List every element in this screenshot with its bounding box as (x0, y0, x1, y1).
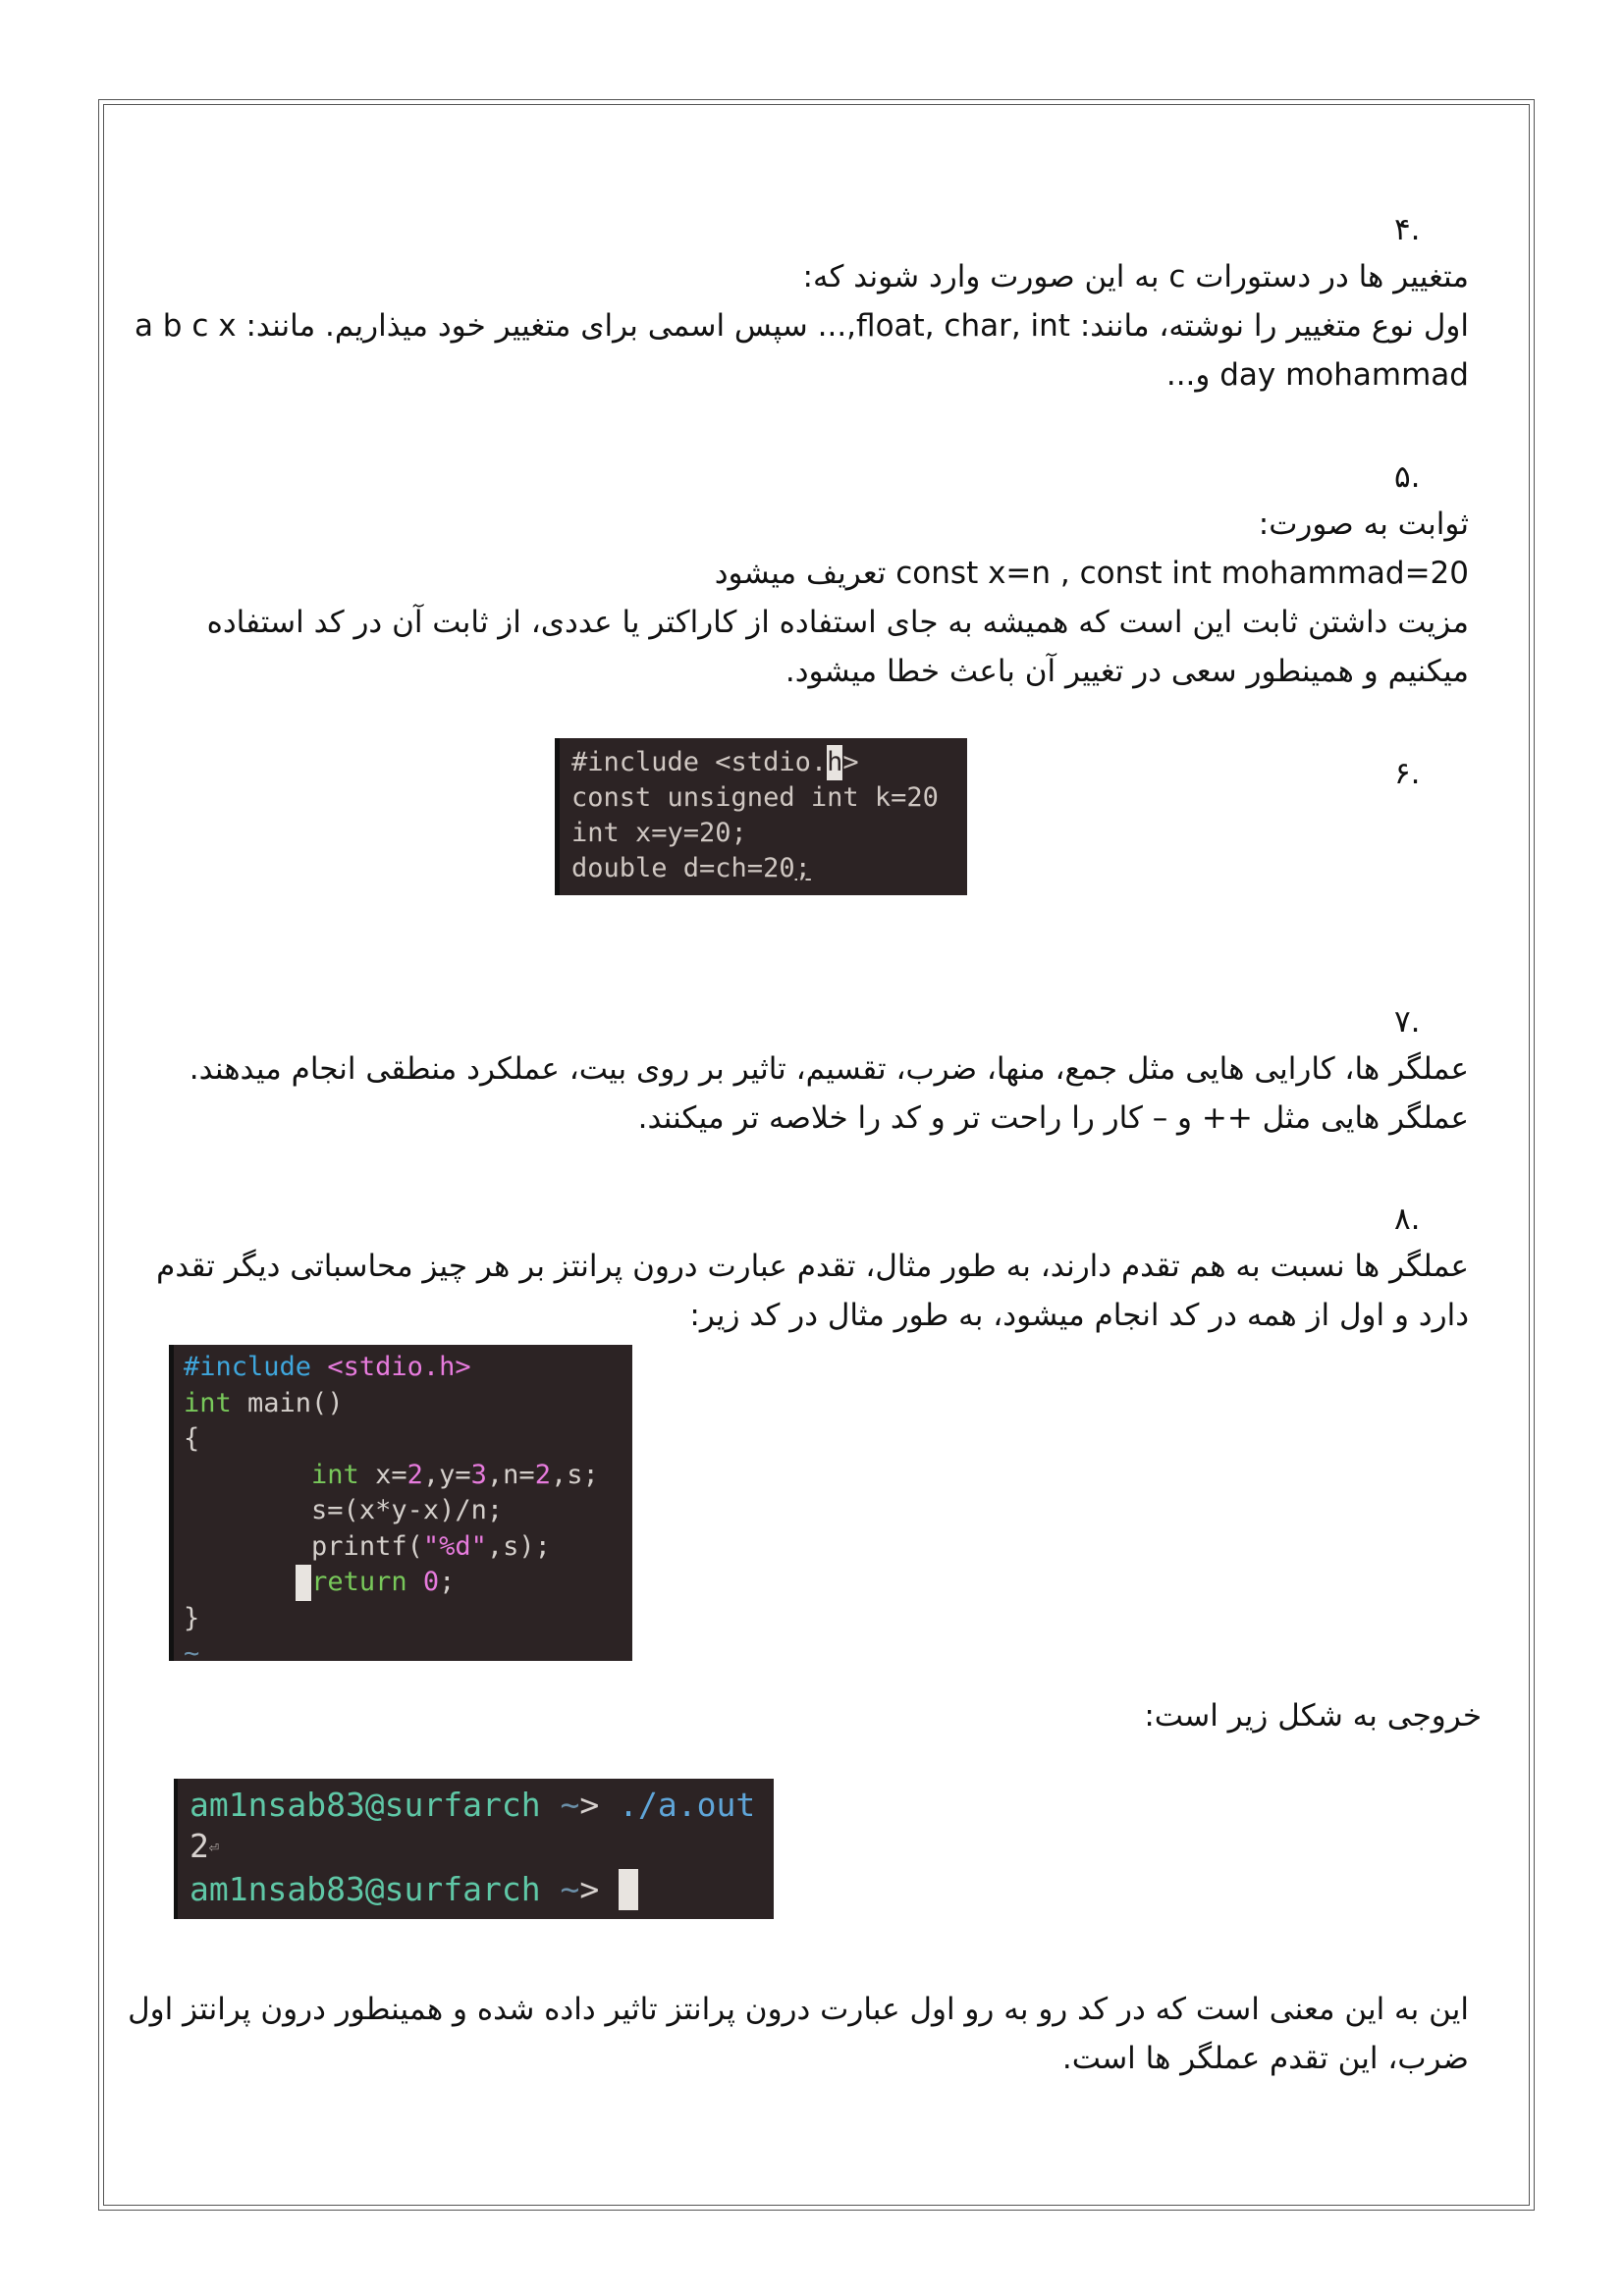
section-4-line-2: اول نوع متغییر را نوشته، مانند: float, char, int,... سپس اسمی برای متغییر خود میذاریم. مانند: a b c x (134, 308, 1469, 344)
terminal-output-line: 2⏎ (189, 1827, 220, 1865)
section-7-line-2: عملگر هایی مثل ++ و – کار را راحت تر و کد را خلاصه تر میکنند. (637, 1100, 1469, 1136)
code-line-open-brace: { (184, 1423, 200, 1454)
code-line-close-brace: } (184, 1602, 200, 1633)
return-icon: ⏎ (208, 1838, 220, 1858)
section-5-line-2: const x=n , const int mohammad=20 تعریف میشود (714, 556, 1469, 591)
text-cursor: h (827, 745, 842, 780)
section-4-line-3: day mohammad و... (1165, 357, 1469, 393)
code-line-double: double d=ch=20; (571, 853, 811, 883)
terminal-prompt-line: am1nsab83@surfarch ~> (189, 1869, 774, 1910)
section-5-line-1: ثوابت به صورت: (1258, 507, 1469, 542)
section-4-number: .۴ (1394, 212, 1421, 247)
code-line-return: return 0; (184, 1565, 632, 1601)
explanation-line-2: ضرب، این تقدم عملگر ها است. (1061, 2041, 1469, 2076)
section-6-number: .۶ (1394, 756, 1421, 791)
section-4-line-1: متغییر ها در دستورات c به این صورت وارد شوند که: (802, 259, 1469, 294)
section-5-number: .۵ (1394, 459, 1421, 495)
section-8-line-1: عملگر ها نسبت به هم تقدم دارند، به طور مثال، تقدم عبارت درون پرانتز بر هر چیز محاسباتی دیگر تقدم (156, 1249, 1469, 1284)
code-line-include: #include <stdio.h> (571, 745, 967, 780)
section-5-line-3: مزیت داشتن ثابت این است که همیشه به جای استفاده از کاراکتر یا عددی، از ثابت آن در کد استفاده (206, 605, 1469, 640)
code-line-const: const unsigned int k=20 (571, 782, 939, 813)
section-7-line-1: عملگر ها، کارایی هایی مثل جمع، منها، ضرب، تقسیم، تاثیر بر روی بیت، عملکرد منطقی انجام میدهند. (189, 1051, 1469, 1087)
code-line-main: int main() (184, 1387, 344, 1418)
section-7-number: .۷ (1394, 1004, 1421, 1040)
explanation-line-1: این به این معنی است که در کد رو به رو اول عبارت درون پرانتز تاثیر داده شده و همینطور درون پرانتز اول (128, 1992, 1469, 2027)
terminal-cursor (619, 1869, 638, 1910)
block-cursor (296, 1565, 311, 1601)
section-8-line-2: دارد و اول از همه در کد انجام میشود، به طور مثال در کد زیر: (689, 1298, 1469, 1333)
terminal-output-screenshot (174, 1779, 774, 1919)
section-8-number: .۸ (1394, 1201, 1421, 1237)
output-label: خروجی به شکل زیر است: (1144, 1698, 1482, 1734)
code-line-declaration: int x=2,y=3,n=2,s; (311, 1459, 599, 1490)
code-line-assign: s=(x*y-x)/n; (311, 1495, 504, 1525)
section-5-line-4: میکنیم و همینطور سعی در تغییر آن باعث خطا میشود. (785, 654, 1469, 689)
code-screenshot-constants (555, 738, 967, 895)
code-line-include: #include <stdio.h> (184, 1352, 471, 1382)
code-line-tilde: ~ (184, 1638, 200, 1669)
code-line-printf: printf("%d",s); (311, 1530, 551, 1562)
terminal-command-line: am1nsab83@surfarch ~> ./a.out (189, 1786, 756, 1824)
code-screenshot-precedence (169, 1345, 632, 1669)
code-line-int: int x=y=20; (571, 818, 747, 848)
